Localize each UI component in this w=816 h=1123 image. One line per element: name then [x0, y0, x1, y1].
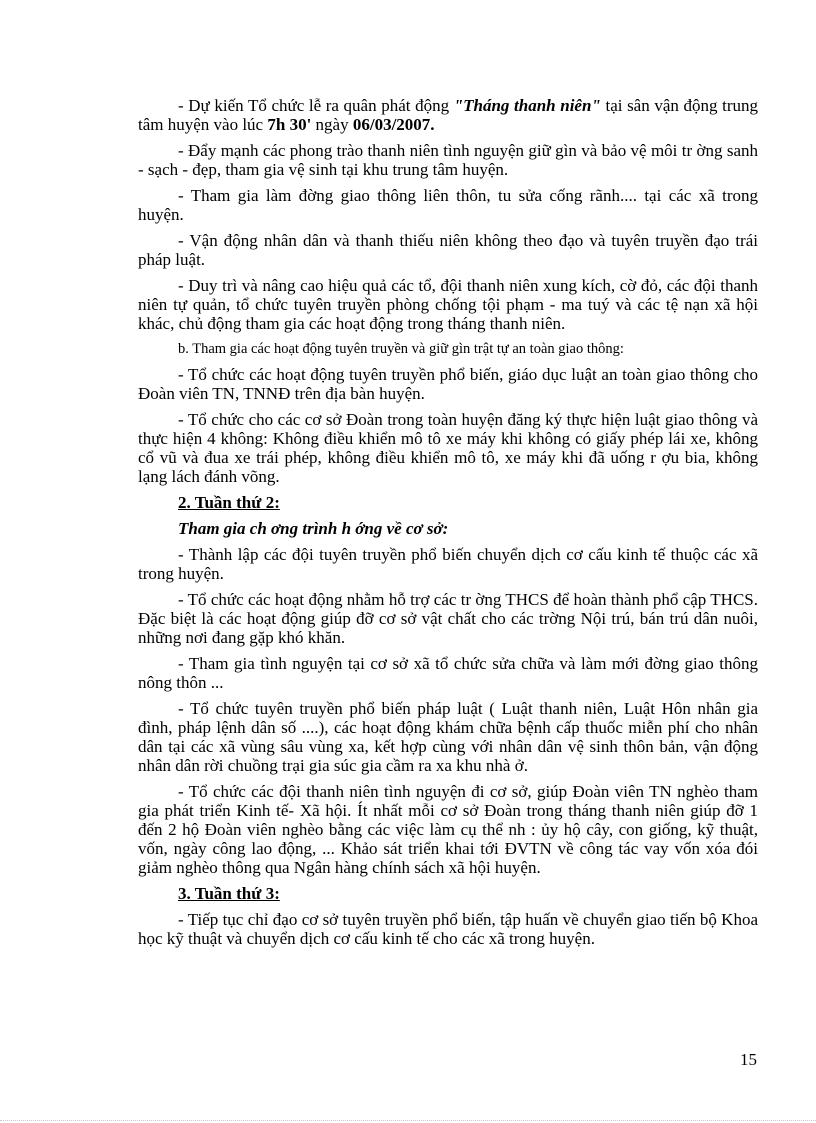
document-body	[138, 96, 758, 955]
week-2-subheading: Tham gia ch ơng trình h ớng về cơ sở:	[178, 519, 449, 538]
paragraph: - Thành lập các đội tuyên truyền phổ biến chuyển dịch cơ cấu kinh tế thuộc các xã trong huyện.	[138, 545, 758, 583]
week-2-heading: 2. Tuần thứ 2:	[178, 493, 280, 512]
paragraph: - Đẩy mạnh các phong trào thanh niên tình nguyện giữ gìn và bảo vệ môi tr ờng sanh - sạch - đẹp, tham gia vệ sinh tại khu trung tâm huyện.	[138, 141, 758, 179]
page-bottom-rule	[0, 1120, 816, 1121]
paragraph: - Tổ chức cho các cơ sở Đoàn trong toàn huyện đăng ký thực hiện luật giao thông và thực hiện 4 không: Không điều khiển mô tô xe máy khi không có giấy phép lái xe, không cổ vũ và đua xe trái phép, không điều khiển mô tô, xe máy khi đã uống r ợu bia, không lạng lách đánh võng.	[138, 410, 758, 486]
paragraph: - Tiếp tục chỉ đạo cơ sở tuyên truyền phổ biến, tập huấn về chuyển giao tiến bộ Khoa học kỹ thuật và chuyển dịch cơ cấu kinh tế cho các xã trong huyện.	[138, 910, 758, 948]
paragraph: - Duy trì và nâng cao hiệu quả các tổ, đội thanh niên xung kích, cờ đỏ, các đội thanh niên tự quản, tổ chức tuyên truyền phòng chống tội phạm - ma tuý và các tệ nạn xã hội khác, chủ động tham gia các hoạt động trong tháng thanh niên.	[138, 276, 758, 333]
section-b-title: b. Tham gia các hoạt động tuyên truyền và giữ gìn trật tự an toàn giao thông:	[178, 341, 624, 357]
paragraph-launch-event: - Dự kiến Tổ chức lễ ra quân phát động "Tháng thanh niên" tại sân vận động trung tâm huyện vào lúc 7h 30' ngày 06/03/2007.	[138, 96, 758, 134]
paragraph: - Vận động nhân dân và thanh thiếu niên không theo đạo và tuyên truyền đạo trái pháp luật.	[138, 231, 758, 269]
paragraph: - Tổ chức tuyên truyền phổ biến pháp luật ( Luật thanh niên, Luật Hôn nhân gia đình, pháp lệnh dân số ....), các hoạt động khám chữa bệnh cấp thuốc miễn phí cho nhân dân tại các xã vùng sâu vùng xa, kết hợp cùng với nhân dân vệ sinh thôn bản, vận động nhân dân rời chuồng trại gia súc gia cầm ra xa khu nhà ở.	[138, 699, 758, 775]
paragraph: - Tổ chức các đội thanh niên tình nguyện đi cơ sở, giúp Đoàn viên TN nghèo tham gia phát triển Kinh tế- Xã hội. Ít nhất mỗi cơ sở Đoàn trong tháng thanh niên giúp đỡ 1 đến 2 hộ Đoàn viên nghèo bằng các việc làm cụ thể nh : ủy hộ cây, con giống, kỹ thuật, vốn, ngày công lao động, ... Khảo sát triển khai tới ĐVTN về công tác vay vốn xóa đói giảm nghèo thông qua Ngân hàng chính sách xã hội huyện.	[138, 782, 758, 877]
paragraph: - Tham gia làm đờng giao thông liên thôn, tu sửa cống rãnh.... tại các xã trong huyện.	[138, 186, 758, 224]
paragraph: - Tham gia tình nguyện tại cơ sở xã tổ chức sửa chữa và làm mới đờng giao thông nông thôn ...	[138, 654, 758, 692]
paragraph: - Tổ chức các hoạt động tuyên truyền phổ biến, giáo dục luật an toàn giao thông cho Đoàn viên TN, TNNĐ trên địa bàn huyện.	[138, 365, 758, 403]
paragraph: - Tổ chức các hoạt động nhằm hỗ trợ các tr ờng THCS để hoàn thành phổ cập THCS. Đặc biệt là các hoạt động giúp đỡ cơ sở vật chất cho các trờng Nội trú, bán trú dân nuôi, những nơi đang gặp khó khăn.	[138, 590, 758, 647]
week-3-heading: 3. Tuần thứ 3:	[178, 884, 280, 903]
page-number: 15	[740, 1050, 757, 1069]
